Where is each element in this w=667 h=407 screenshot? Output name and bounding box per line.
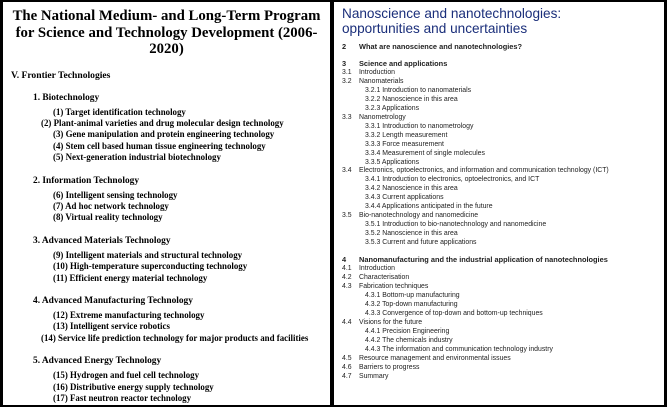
toc-subsection	[342, 96, 658, 105]
toc-section	[342, 274, 658, 283]
toc-section	[342, 283, 658, 292]
toc-text: 4.4.1 Precision Engineering	[365, 327, 450, 335]
toc-subsection	[342, 337, 658, 346]
toc-number	[342, 239, 359, 248]
nanotech-toc-panel	[334, 2, 664, 405]
toc-subsection	[342, 301, 658, 310]
toc-number	[342, 132, 359, 141]
technology-section	[11, 92, 322, 164]
technology-item: (16) Distributive energy supply technology	[53, 381, 214, 392]
technology-item: (11) Efficient energy material technology	[53, 272, 208, 283]
toc-number	[342, 96, 359, 105]
toc-subsection	[342, 230, 658, 239]
toc-text: 3.3.3 Force measurement	[365, 140, 444, 148]
toc-number: 4	[342, 255, 347, 265]
toc-chapter	[342, 255, 658, 265]
program-title	[11, 8, 322, 58]
section-heading: 2. Information Technology	[33, 175, 140, 186]
technology-item: (15) Hydrogen and fuel cell technology	[53, 370, 200, 381]
toc-number: 3.5	[342, 212, 352, 220]
toc-text: 4.3.1 Bottom-up manufacturing	[365, 291, 460, 299]
toc-text: What are nanoscience and nanotechnologies?	[359, 42, 523, 51]
toc-section	[342, 69, 658, 78]
toc-number	[342, 310, 359, 319]
toc-text: Introduction	[359, 265, 396, 273]
toc-chapter	[342, 42, 658, 52]
toc-number: 4.1	[342, 265, 352, 273]
toc-number: 2	[342, 42, 347, 51]
toc-section	[342, 78, 658, 87]
toc-number: 4.3	[342, 282, 352, 290]
technology-item: (5) Next-generation industrial biotechnology	[53, 152, 221, 163]
toc-text: 4.3.3 Convergence of top-down and bottom-up techniques	[365, 309, 543, 317]
toc-subsection	[342, 203, 658, 212]
toc-subsection	[342, 141, 658, 150]
section-heading: 5. Advanced Energy Technology	[33, 356, 162, 367]
toc-text: Bio-nanotechnology and nanomedicine	[359, 212, 479, 220]
toc-section	[342, 364, 658, 373]
toc-subsection	[342, 123, 658, 132]
toc-text: 3.5.2 Nanoscience in this area	[365, 230, 458, 238]
toc-number	[342, 292, 359, 301]
toc-section	[342, 355, 658, 364]
toc-section	[342, 212, 658, 221]
toc-number	[342, 87, 359, 96]
toc-text: Summary	[359, 372, 389, 380]
toc-number: 3.3	[342, 113, 352, 121]
toc-number	[342, 346, 359, 355]
report-title	[342, 6, 658, 36]
toc-subsection	[342, 194, 658, 203]
toc-text: 3.2.3 Applications	[365, 104, 420, 112]
toc-number	[342, 230, 359, 239]
technology-item: (13) Intelligent service robotics	[53, 321, 170, 332]
toc-subsection	[342, 87, 658, 96]
technology-item: (1) Target identification technology	[53, 106, 186, 117]
technology-item: (17) Fast neutron reactor technology	[53, 393, 192, 403]
toc-text: 3.4.2 Nanoscience in this area	[365, 185, 458, 193]
toc-number: 4.7	[342, 372, 352, 380]
toc-text: Science and applications	[359, 59, 448, 68]
toc-text: Visions for the future	[359, 318, 423, 326]
toc-text: 3.2.1 Introduction to nanomaterials	[365, 86, 472, 94]
technology-section	[11, 175, 322, 224]
technology-item: (6) Intelligent sensing technology	[53, 189, 178, 200]
toc-chapter	[342, 59, 658, 69]
toc-text: Barriers to progress	[359, 363, 420, 371]
toc-number	[342, 150, 359, 159]
toc-subsection	[342, 105, 658, 114]
toc-number	[342, 159, 359, 168]
toc-number: 3.1	[342, 69, 352, 76]
technology-section	[11, 355, 322, 404]
toc-text: Electronics, optoelectronics, and information and communication technology (ICT)	[359, 167, 609, 175]
toc-text: 4.3.2 Top-down manufacturing	[365, 300, 458, 308]
toc-subsection	[342, 176, 658, 185]
section-heading: 4. Advanced Manufacturing Technology	[33, 295, 193, 306]
toc-number: 3	[342, 59, 347, 68]
toc-text: 3.5.3 Current and future applications	[365, 239, 477, 247]
toc-text: Nanomanufacturing and the industrial application of nanotechnologies	[359, 255, 608, 265]
toc-section	[342, 114, 658, 123]
toc-number	[342, 105, 359, 114]
technology-item: (4) Stem cell based human tissue engineering technology	[53, 140, 266, 151]
toc-section	[342, 167, 658, 176]
technology-item: (9) Intelligent materials and structural technology	[53, 249, 243, 260]
toc-subsection	[342, 185, 658, 194]
section-heading: 1. Biotechnology	[33, 92, 100, 103]
toc-text: 4.4.3 The information and communication technology industry	[365, 345, 553, 353]
technology-section	[11, 235, 322, 284]
report-title-line: opportunities and uncertainties	[342, 21, 528, 36]
toc-text: Nanomaterials	[359, 77, 404, 85]
technology-item: (7) Ad hoc network technology	[53, 200, 169, 211]
part-heading: V. Frontier Technologies	[11, 69, 111, 81]
toc-subsection	[342, 150, 658, 159]
toc-number	[342, 328, 359, 337]
toc-text: Characterisation	[359, 274, 410, 282]
program-document-panel	[3, 2, 330, 405]
toc-number: 4.2	[342, 274, 352, 282]
toc-number	[342, 176, 359, 185]
toc-number: 4.4	[342, 318, 352, 326]
toc-text: Fabrication techniques	[359, 282, 429, 290]
toc-subsection	[342, 310, 658, 319]
toc-subsection	[342, 132, 658, 141]
section-heading: 3. Advanced Materials Technology	[33, 235, 171, 246]
toc-number	[342, 194, 359, 203]
toc-number	[342, 141, 359, 150]
toc-subsection	[342, 239, 658, 248]
toc-text: 3.4.1 Introduction to electronics, optoelectronics, and ICT	[365, 176, 540, 184]
toc-number	[342, 301, 359, 310]
table-of-contents	[342, 42, 658, 381]
toc-section	[342, 373, 658, 382]
toc-text: 3.3.1 Introduction to nanometrology	[365, 122, 474, 130]
program-title-line: for Science and Technology Development (2006-	[15, 24, 318, 41]
toc-text: 3.4.3 Current applications	[365, 194, 444, 202]
toc-text: 3.3.4 Measurement of single molecules	[365, 149, 485, 157]
toc-text: 3.3.2 Length measurement	[365, 131, 448, 139]
toc-text: Introduction	[359, 69, 396, 76]
toc-number: 4.6	[342, 363, 352, 371]
toc-text: 3.4.4 Applications anticipated in the future	[365, 203, 493, 211]
toc-number: 4.5	[342, 354, 352, 362]
program-title-line: The National Medium- and Long-Term Program	[12, 8, 321, 24]
technology-item: (10) High-temperature superconducting technology	[53, 261, 248, 272]
toc-text: Resource management and environmental issues	[359, 354, 511, 362]
technology-item: (14) Service life prediction technology for major products and facilities	[41, 332, 309, 343]
toc-text: 3.3.5 Applications	[365, 158, 420, 166]
technology-section	[11, 295, 322, 344]
program-title-line: 2020)	[149, 41, 184, 57]
toc-subsection	[342, 328, 658, 337]
toc-subsection	[342, 159, 658, 168]
technology-item: (12) Extreme manufacturing technology	[53, 309, 205, 320]
toc-text: Nanometrology	[359, 113, 406, 121]
toc-text: 3.5.1 Introduction to bio-nanotechnology and nanomedicine	[365, 221, 547, 229]
toc-section	[342, 319, 658, 328]
toc-text: 3.2.2 Nanoscience in this area	[365, 95, 458, 103]
toc-subsection	[342, 346, 658, 355]
toc-number	[342, 185, 359, 194]
toc-number: 3.4	[342, 167, 352, 175]
toc-text: 4.4.2 The chemicals industry	[365, 336, 453, 344]
technology-item: (8) Virtual reality technology	[53, 212, 163, 223]
toc-number	[342, 337, 359, 346]
technology-item: (3) Gene manipulation and protein engineering technology	[53, 129, 275, 140]
toc-number	[342, 123, 359, 132]
toc-number	[342, 221, 359, 230]
technology-item: (2) Plant-animal varieties and drug molecular design technology	[41, 117, 284, 128]
report-title-line: Nanoscience and nanotechnologies:	[342, 6, 562, 21]
technology-sections	[11, 92, 322, 405]
toc-number: 3.2	[342, 77, 352, 85]
toc-subsection	[342, 221, 658, 230]
toc-section	[342, 265, 658, 274]
toc-subsection	[342, 292, 658, 301]
toc-number	[342, 203, 359, 212]
